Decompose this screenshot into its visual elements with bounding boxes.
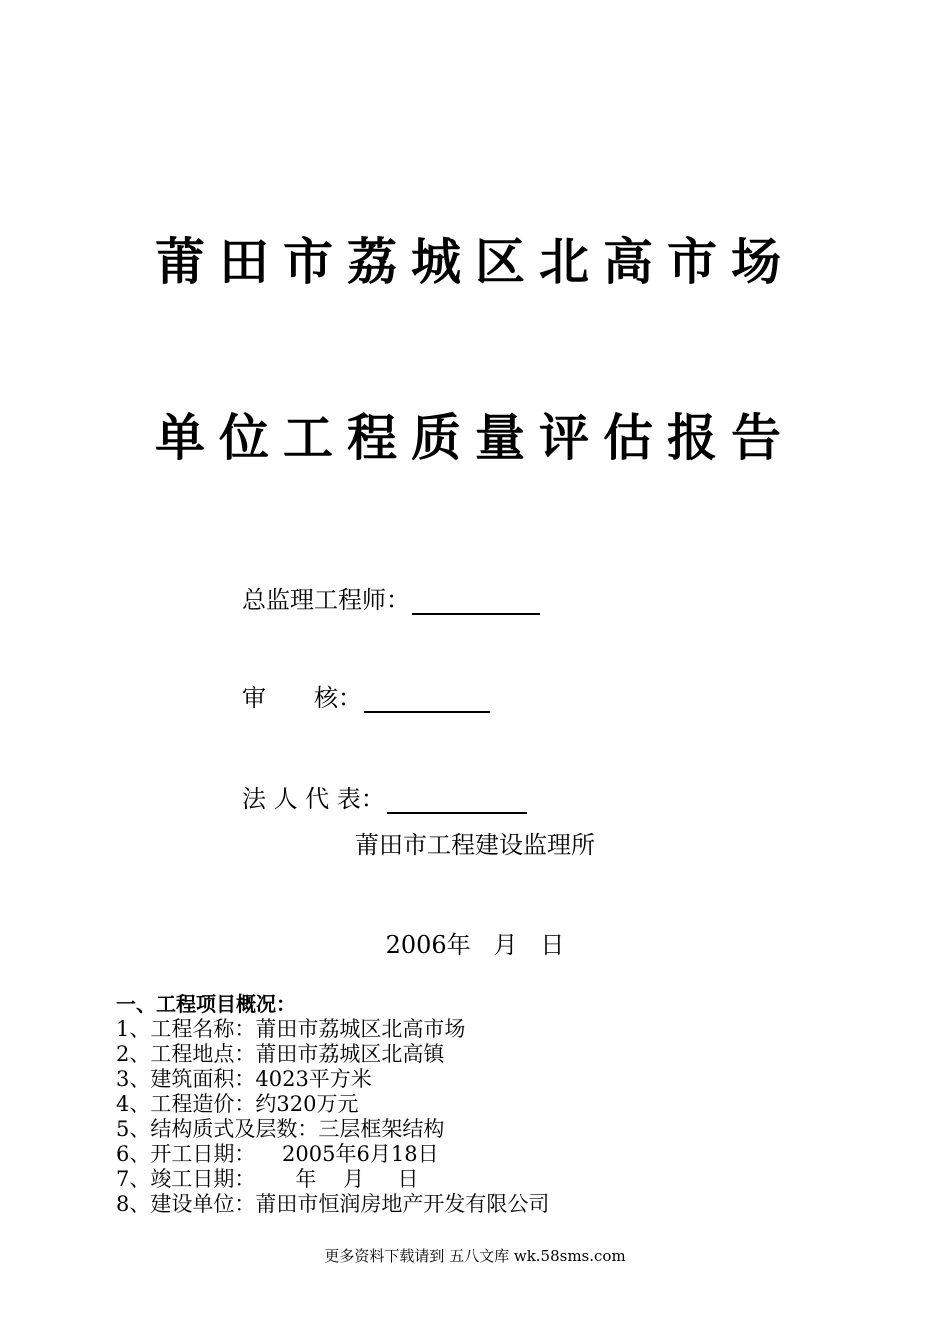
document-title-line-2: 单位工程质量评估报告 [155, 408, 795, 467]
overview-item: 3、建筑面积：4023平方米 [116, 1067, 372, 1091]
overview-item: 5、结构质式及层数：三层框架结构 [116, 1117, 445, 1141]
footer-download-note: 更多资料下载请到 五八文库 wk.58sms.com [324, 1247, 626, 1265]
reviewer-signature-line [364, 687, 490, 713]
reviewer-signature-row [242, 683, 490, 713]
legal-rep-label: 法 人 代 表： [242, 785, 385, 813]
overview-item: 8、建设单位：莆田市恒润房地产开发有限公司 [116, 1192, 550, 1216]
report-date: 2006年 月 日 [385, 931, 565, 959]
document-title-line-1: 莆田市荔城区北高市场 [155, 232, 795, 291]
legal-rep-signature-line [387, 788, 527, 814]
project-overview [116, 992, 549, 1217]
overview-item: 4、工程造价：约320万元 [116, 1092, 359, 1116]
legal-rep-signature-row [242, 784, 527, 814]
chief-engineer-signature-row [242, 585, 540, 615]
reviewer-label: 审 核： [242, 684, 362, 712]
organization-name: 莆田市工程建设监理所 [355, 831, 595, 859]
chief-engineer-label: 总监理工程师： [242, 586, 410, 614]
overview-item: 6、开工日期： 2005年6月18日 [116, 1142, 439, 1166]
overview-heading: 一、工程项目概况： [116, 992, 296, 1016]
overview-item: 1、工程名称：莆田市荔城区北高市场 [116, 1017, 466, 1041]
chief-engineer-signature-line [412, 589, 540, 615]
overview-item: 2、工程地点：莆田市荔城区北高镇 [116, 1042, 445, 1066]
overview-item: 7、竣工日期： 年 月 日 [116, 1167, 419, 1191]
